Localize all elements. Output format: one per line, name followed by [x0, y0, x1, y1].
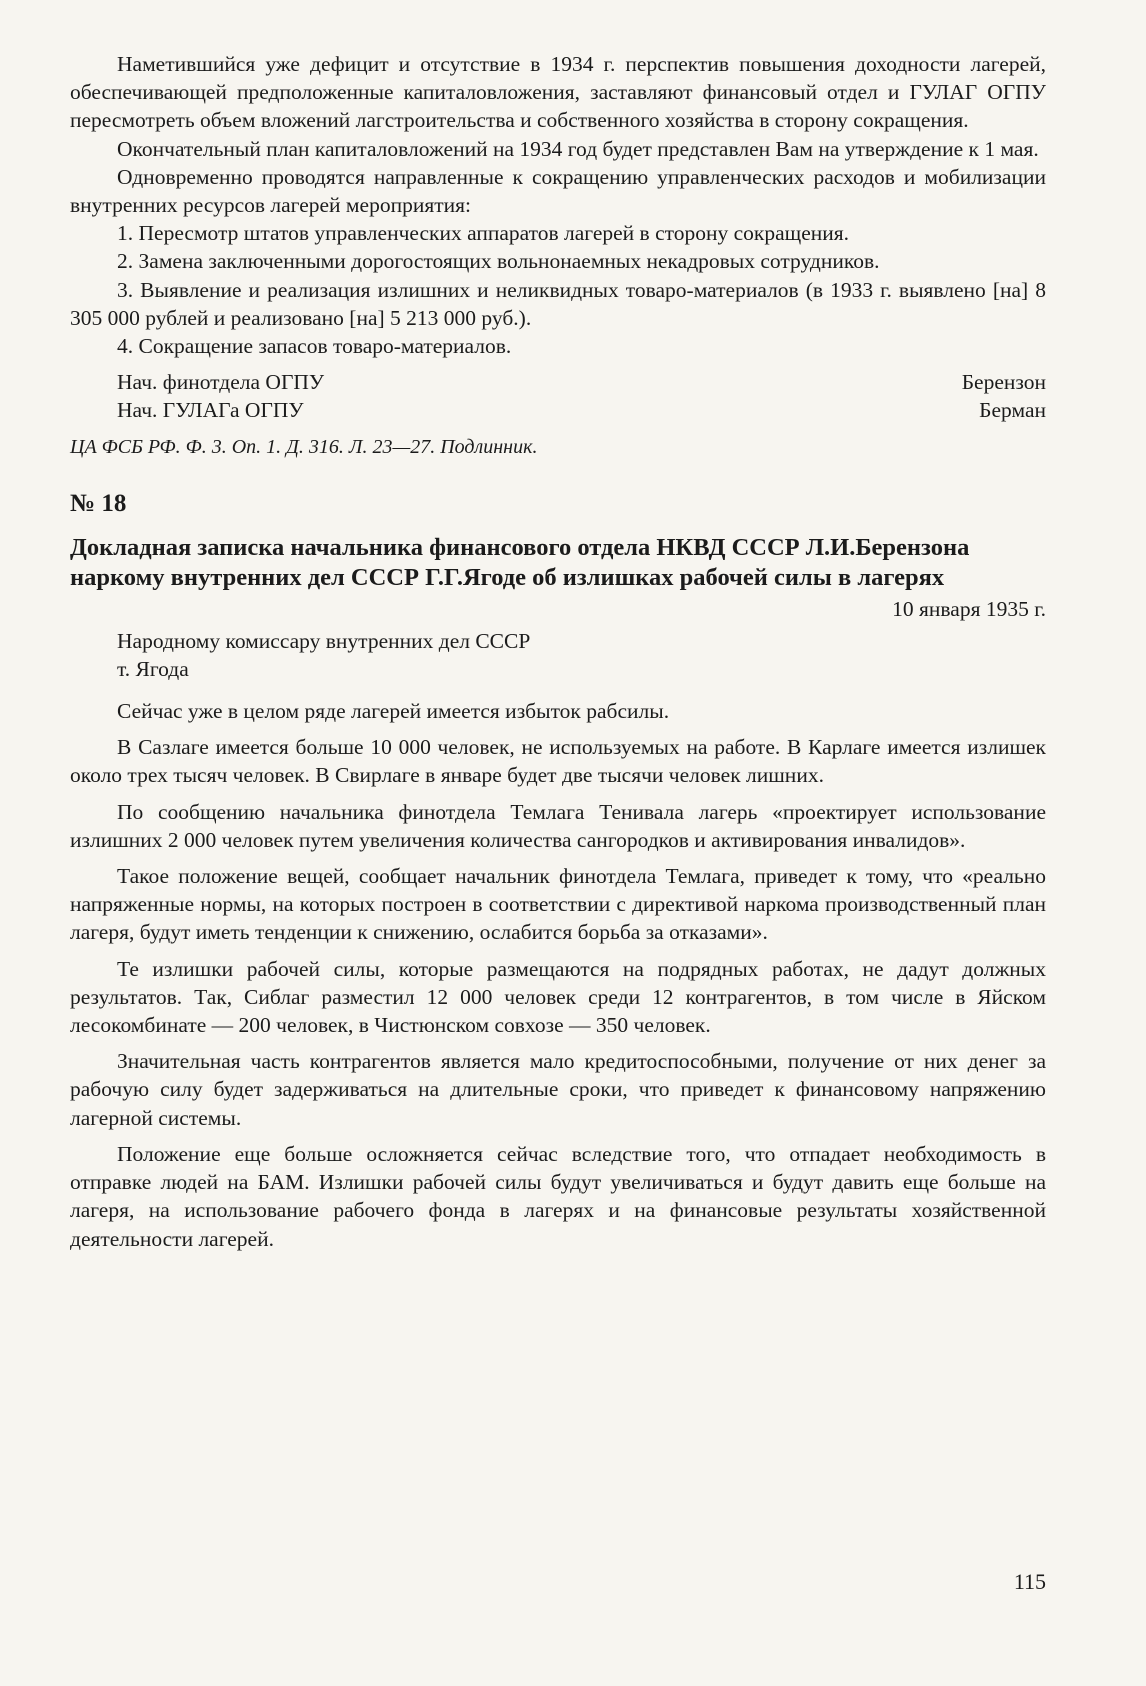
signature-name: Берензон: [961, 370, 1046, 395]
prev-paragraph-1: Наметившийся уже дефицит и отсутствие в 1934 г. перспектив повышения доходности лагерей, обеспечивающей предположенные капиталовложения, заставляют финансовый отдел и ГУЛАГ ОГПУ пересмотреть объем вложений лагстроительства и собственного хозяйства в сторону сокращения.: [70, 52, 1046, 133]
signature-block: [70, 368, 1046, 424]
signature-row: [70, 396, 1046, 424]
document-date: 10 января 1935 г.: [892, 596, 1046, 621]
signature-position: Нач. финотдела ОГПУ: [117, 370, 325, 395]
prev-paragraph-3: Одновременно проводятся направленные к сокращению управленческих расходов и мобилизации внутренних ресурсов лагерей мероприятия:: [70, 164, 1046, 218]
addressee-line: Народному комиссару внутренних дел СССР: [117, 629, 531, 654]
document-number: № 18: [70, 489, 127, 517]
body-paragraph-6: Значительная часть контрагентов является мало кредитоспособными, получение от них денег за рабочую силу будет задерживаться на длительные сроки, что приведет к финансовому напряжению лагерной системы.: [70, 1049, 1046, 1130]
measure-item-4: 4. Сокращение запасов товаро-материалов.: [117, 334, 512, 359]
measure-item-1: 1. Пересмотр штатов управленческих аппаратов лагерей в сторону сокращения.: [117, 221, 850, 246]
addressee-block: [70, 627, 1046, 683]
document-title: Докладная записка начальника финансового отдела НКВД СССР Л.И.Берензона наркому внутренних дел СССР Г.Г.Ягоде об излишках рабочей силы в лагерях: [70, 533, 970, 591]
body-paragraph-2: В Сазлаге имеется больше 10 000 человек, не используемых на работе. В Карлаге имеется излишек около трех тысяч человек. В Свирлаге в январе будет две тысячи человек лишних.: [70, 735, 1046, 788]
signature-row: [70, 368, 1046, 396]
signature-name: Берман: [979, 398, 1046, 423]
addressee-line: т. Ягода: [117, 657, 189, 682]
body-paragraph-4: Такое положение вещей, сообщает начальник финотдела Темлага, приведет к тому, что «реально напряженные нормы, на которых построен в соответствии с директивой наркома производственный план лагеря, будут иметь тенденции к снижению, ослабится борьба за отказами».: [70, 864, 1046, 945]
body-paragraph-5: Те излишки рабочей силы, которые размещаются на подрядных работах, не дадут должных результатов. Так, Сиблаг разместил 12 000 человек среди 12 контрагентов, в том числе в Яйском лесокомбинате — 200 человек, в Чистюнском совхозе — 350 человек.: [70, 956, 1046, 1038]
measure-item-3: 3. Выявление и реализация излишних и неликвидных товаро-материалов (в 1933 г. выявлено [на] 8 305 000 рублей и реализовано [на] 5 213 000 руб.).: [70, 277, 1046, 330]
signature-position: Нач. ГУЛАГа ОГПУ: [117, 398, 304, 423]
prev-paragraph-2: Окончательный план капиталовложений на 1934 год будет представлен Вам на утверждение к 1 мая.: [117, 136, 1039, 161]
body-paragraph-3: По сообщению начальника финотдела Темлага Тенивала лагерь «проектирует использование излишних 2 000 человек путем увеличения количества сангородков и активирования инвалидов».: [70, 799, 1046, 852]
archive-source: ЦА ФСБ РФ. Ф. 3. Оп. 1. Д. 316. Л. 23—27. Подлинник.: [70, 435, 538, 458]
measure-item-2: 2. Замена заключенными дорогостоящих вольнонаемных некадровых сотрудников.: [117, 249, 880, 274]
body-paragraph-7: Положение еще больше осложняется сейчас вследствие того, что отпадает необходимость в отправке людей на БАМ. Излишки рабочей силы будут увеличиваться и будут давить еще больше на лагеря, на использование рабочего фонда в лагерях и на финансовые результаты хозяйственной деятельности лагерей.: [70, 1141, 1046, 1251]
body-paragraph-1: Сейчас уже в целом ряде лагерей имеется избыток рабсилы.: [117, 699, 670, 724]
page-number: 115: [1013, 1569, 1046, 1594]
